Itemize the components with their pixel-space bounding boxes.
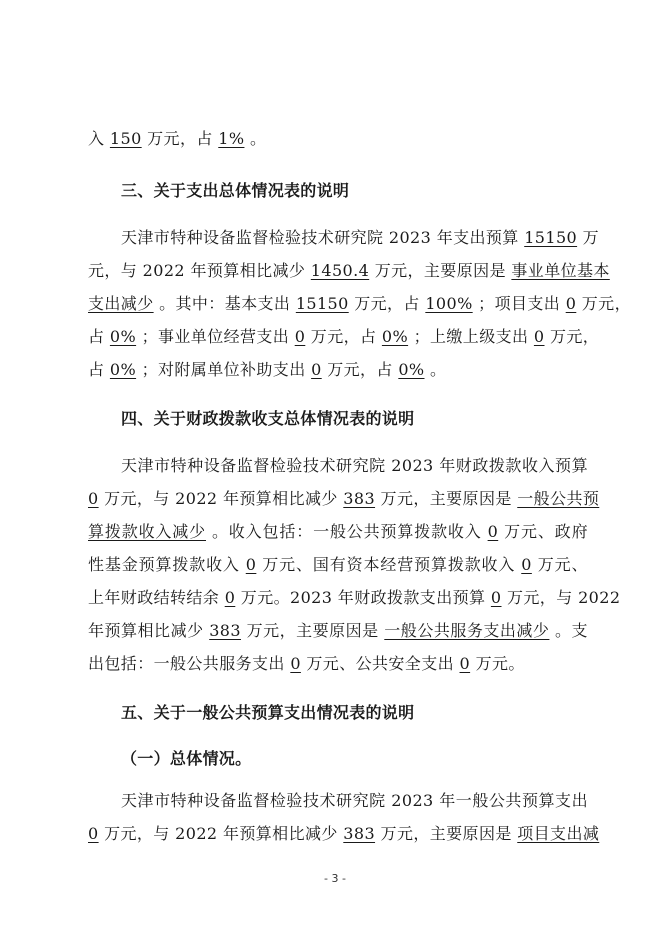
underlined-value: 1450.4	[310, 261, 370, 280]
underlined-value: 0	[245, 555, 257, 574]
underlined-value: 一般公共服务支出减少	[384, 621, 550, 640]
text: 万元，主要原因是	[380, 824, 512, 843]
text: 万	[582, 228, 600, 247]
text: 万元，	[581, 294, 631, 313]
text: 万元，	[550, 327, 600, 346]
text: 万元，与 2022 年预算相比减少	[104, 489, 338, 508]
text: 万元、公共安全支出	[306, 654, 455, 673]
underlined-value: 0	[521, 555, 532, 574]
text: 万元、	[537, 555, 588, 574]
underlined-value: 383	[343, 824, 376, 843]
underlined-value: 0	[88, 489, 99, 508]
text-line	[88, 823, 600, 845]
underlined-value: 383	[343, 489, 376, 508]
text: 占	[88, 360, 105, 379]
text: 年预算相比减少	[88, 621, 204, 640]
text-line	[88, 128, 588, 150]
text-line	[88, 554, 588, 576]
text: 性基金预算拨款收入	[88, 555, 240, 574]
underlined-value: 0	[88, 824, 99, 843]
text: 。其中：基本支出	[159, 294, 291, 313]
subsection-heading	[121, 748, 621, 770]
text: 万元，与 2022	[507, 588, 621, 607]
underlined-value: 算拨款收入减少	[88, 522, 206, 541]
text: 。支	[555, 621, 588, 640]
text: 出包括：一般公共服务支出	[88, 654, 285, 673]
text: 天津市特种设备监督检验技术研究院 2023 年支出预算	[121, 228, 519, 247]
underlined-value: 0	[459, 654, 471, 673]
underlined-value: 0	[290, 654, 301, 673]
underlined-value: 0	[224, 588, 236, 607]
text: 万元，占	[310, 327, 377, 346]
underlined-value: 15150	[295, 294, 349, 313]
underlined-value: 0	[490, 588, 502, 607]
underlined-value: 0	[294, 327, 306, 346]
underlined-value: 支出减少	[88, 294, 154, 313]
heading-text: 三、关于支出总体情况表的说明	[121, 181, 350, 200]
underlined-value: 0%	[109, 360, 137, 379]
text: 万元，主要原因是	[380, 489, 512, 508]
text: 天津市特种设备监督检验技术研究院 2023 年一般公共预算支出	[121, 791, 588, 810]
text: 万元。2023 年财政拨款支出预算	[240, 588, 486, 607]
underlined-value: 15150	[524, 228, 578, 247]
text-line	[88, 620, 588, 642]
underlined-value: 一般公共预	[517, 489, 600, 508]
text-line	[88, 653, 588, 675]
text-line	[88, 293, 631, 315]
text: 万元，占	[147, 129, 213, 148]
text: ；上缴上级支出	[413, 327, 529, 346]
underlined-value: 0	[565, 294, 577, 313]
section-heading	[121, 702, 621, 724]
text-line	[88, 326, 600, 348]
text: 万元，与 2022 年预算相比减少	[104, 824, 338, 843]
page-number: - 3 -	[324, 872, 346, 885]
text-line	[121, 227, 600, 249]
text-line	[121, 455, 588, 477]
text: 万元，主要原因是	[374, 261, 506, 280]
underlined-value: 项目支出减	[517, 824, 600, 843]
text: 天津市特种设备监督检验技术研究院 2023 年财政拨款收入预算	[121, 456, 588, 475]
underlined-value: 0	[487, 522, 499, 541]
text: 。收入包括：一般公共预算拨款收入	[211, 522, 482, 541]
text-line	[121, 790, 588, 812]
underlined-value: 1%	[218, 129, 245, 148]
text: ；事业单位经营支出	[141, 327, 290, 346]
text-line	[88, 359, 588, 381]
text: 。	[249, 129, 267, 148]
text: 万元，主要原因是	[246, 621, 379, 640]
text-line	[88, 521, 588, 543]
section-heading	[121, 408, 621, 430]
text: 上年财政结转结余	[88, 588, 220, 607]
text-line	[88, 260, 610, 282]
heading-text: 五、关于一般公共预算支出情况表的说明	[121, 703, 415, 722]
underlined-value: 0	[533, 327, 545, 346]
text-line	[88, 587, 621, 609]
heading-text: 四、关于财政拨款收支总体情况表的说明	[121, 409, 415, 428]
underlined-value: 事业单位基本	[511, 261, 610, 280]
text: 万元，占	[327, 360, 393, 379]
text: 占	[88, 327, 105, 346]
text: 。	[430, 360, 447, 379]
subheading-text: （一）总体情况。	[121, 749, 252, 768]
underlined-value: 383	[209, 621, 241, 640]
text: 万元、国有资本经营预算拨款收入	[262, 555, 516, 574]
section-heading	[121, 180, 621, 202]
underlined-value: 0%	[398, 360, 425, 379]
text: 元，与 2022 年预算相比减少	[88, 261, 306, 280]
text: 万元、政府	[504, 522, 588, 541]
text: 万元，占	[354, 294, 420, 313]
text: ；项目支出	[478, 294, 561, 313]
underlined-value: 0%	[381, 327, 409, 346]
text: 入	[88, 129, 105, 148]
text: ；对附属单位补助支出	[141, 360, 306, 379]
text-line	[88, 488, 600, 510]
text: 万元。	[475, 654, 525, 673]
underlined-value: 0	[311, 360, 322, 379]
underlined-value: 0%	[109, 327, 137, 346]
underlined-value: 150	[109, 129, 142, 148]
underlined-value: 100%	[425, 294, 473, 313]
